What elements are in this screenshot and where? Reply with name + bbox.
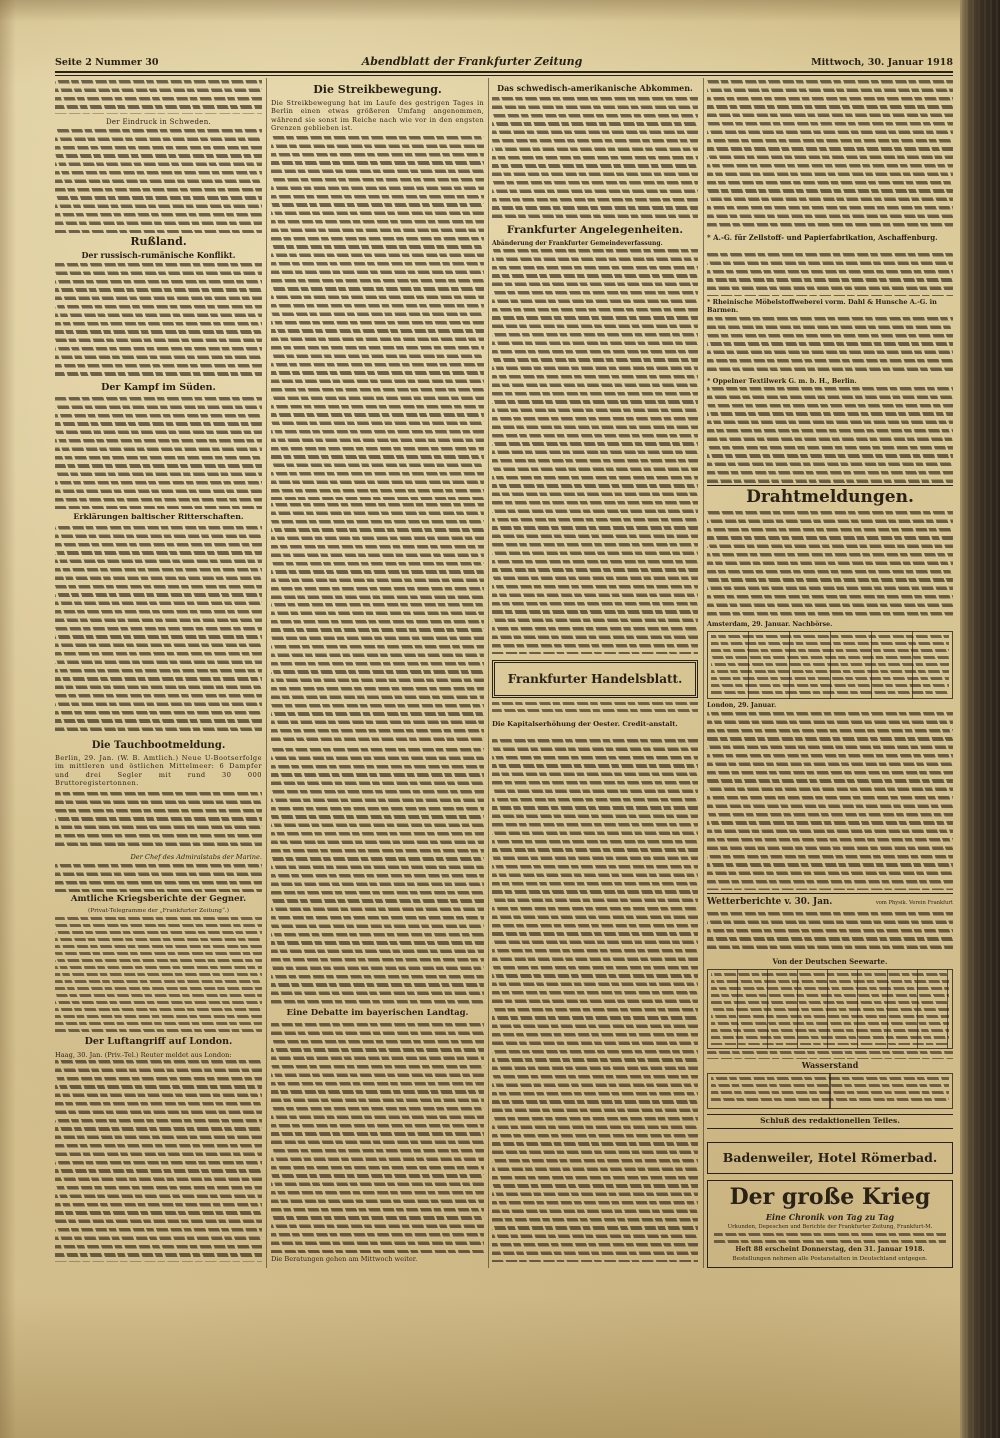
headline-wire-reports: Drahtmeldungen. bbox=[746, 487, 914, 507]
subheadline-sweden: Der Eindruck in Schweden. bbox=[105, 118, 212, 126]
text-lines bbox=[55, 792, 262, 851]
text-lines bbox=[271, 503, 484, 600]
market-amsterdam: Amsterdam, 29. Januar. Nachbörse. bbox=[707, 621, 833, 628]
column-rule bbox=[703, 78, 704, 1268]
headline-strike: Die Streikbewegung. bbox=[313, 83, 442, 96]
text-lines bbox=[55, 526, 262, 736]
headline-weather: Wetterberichte v. 30. Jan. bbox=[707, 897, 833, 907]
signature-admiralty: Der Chef des Admiralstabs der Marine. bbox=[130, 853, 262, 861]
text-lines bbox=[492, 702, 698, 716]
headline-water-level: Wasserstand bbox=[801, 1060, 859, 1070]
subheadline-enemy-reports: (Privat-Telegramme der „Frankfurter Zeitung“.) bbox=[87, 908, 230, 914]
article-strike-lead: Die Streikbewegung hat im Laufe des gestrigen Tages in Berlin einen etwas größeren Umfang angenommen, während sie sonst im Reiche nach wie vor in den engsten Grenzen geblieben ist. bbox=[271, 99, 484, 133]
text-lines bbox=[55, 864, 262, 892]
paper-left-edge bbox=[0, 0, 16, 1438]
text-lines bbox=[55, 129, 262, 233]
headline-russia: Rußland. bbox=[130, 235, 187, 248]
weather-source: vom Physik. Verein Frankfurt bbox=[875, 900, 953, 906]
text-lines bbox=[271, 748, 484, 1005]
article-london-dateline: Haag, 30. Jan. (Priv.-Tel.) Reuter meldet aus London: bbox=[55, 1051, 232, 1059]
headline-oppeln: * Oppelner Textilwerk G. m. b. H., Berlin. bbox=[707, 377, 857, 385]
text-lines bbox=[707, 1051, 953, 1059]
column-4 bbox=[707, 0, 953, 1438]
headline-zellstoff: * A.-G. für Zellstoff- und Papierfabrikation, Aschaffenburg. bbox=[707, 233, 938, 242]
page-number: Seite 2 Nummer 30 bbox=[55, 57, 159, 68]
ad-issue-notice: Heft 88 erscheint Donnerstag, den 31. Januar 1918. bbox=[735, 1245, 925, 1253]
column-2 bbox=[271, 0, 484, 1438]
article-uboat: Berlin, 29. Jan. (W. B. Amtlich.) Neue U-Bootserfolge im mittleren und östlichen Mittelmeer: 6 Dampfer und drei Segler mit rund 30 000 Bruttoregistertonnen. bbox=[55, 754, 262, 788]
headline-bavarian-debate: Eine Debatte im bayerischen Landtag. bbox=[286, 1008, 469, 1018]
text-lines bbox=[707, 317, 953, 375]
subheadline-russia-romania: Der russisch-rumänische Konflikt. bbox=[81, 250, 236, 260]
table-weather bbox=[707, 969, 953, 1049]
issue-date: Mittwoch, 30. Januar 1918 bbox=[811, 57, 953, 68]
ad-der-grosse-krieg bbox=[707, 1180, 953, 1268]
table-rows bbox=[711, 635, 949, 695]
headline-enemy-reports: Amtliche Kriegsberichte der Gegner. bbox=[70, 894, 247, 904]
section-rule bbox=[707, 893, 953, 894]
text-lines bbox=[714, 1233, 946, 1243]
text-lines bbox=[707, 712, 953, 890]
text-lines bbox=[55, 397, 262, 509]
text-lines bbox=[707, 511, 953, 619]
headline-south: Der Kampf im Süden. bbox=[101, 382, 216, 393]
market-london: London, 29. Januar. bbox=[707, 702, 777, 709]
binding-edge bbox=[960, 0, 1000, 1438]
ad-title: Der große Krieg bbox=[729, 1184, 931, 1210]
subheadline-constitution: Abänderung der Frankfurter Gemeindeverfassung. bbox=[492, 240, 663, 247]
section-rule bbox=[707, 485, 953, 486]
weather-seewarte: Von der Deutschen Seewarte. bbox=[772, 957, 888, 966]
ad-order-notice: Bestellungen nehmen alle Postanstalten in Deutschland entgegen. bbox=[732, 1256, 928, 1262]
text-lines bbox=[492, 97, 698, 220]
masthead: Abendblatt der Frankfurter Zeitung bbox=[361, 55, 583, 68]
table-amsterdam bbox=[707, 631, 953, 699]
headline-frankfurt-affairs: Frankfurter Angelegenheiten. bbox=[506, 224, 684, 236]
headline-baltic: Erklärungen baltischer Ritterschaften. bbox=[73, 512, 244, 521]
text-lines bbox=[271, 603, 484, 745]
headline-moebelstoff: * Rheinische Möbelstoffweberei vorm. Dahl & Hunsche A.-G. in Barmen. bbox=[707, 298, 937, 315]
ad-subtitle: Eine Chronik von Tag zu Tag bbox=[765, 1212, 895, 1222]
text-lines bbox=[707, 80, 953, 230]
end-of-editorial: Schluß des redaktionellen Teiles. bbox=[707, 1114, 953, 1129]
ad-badenweiler: Badenweiler, Hotel Römerbad. bbox=[707, 1142, 953, 1174]
article-bavaria-end: Die Beratungen gehen am Mittwoch weiter. bbox=[271, 1255, 418, 1263]
text-lines bbox=[271, 136, 484, 500]
headline-uboat: Die Tauchbootmeldung. bbox=[91, 740, 226, 751]
column-3 bbox=[492, 0, 698, 1438]
text-lines bbox=[55, 1060, 262, 1262]
text-lines bbox=[271, 1023, 484, 1253]
table-rows bbox=[711, 1077, 949, 1105]
headline-london-air-raid: Der Luftangriff auf London. bbox=[84, 1036, 233, 1047]
text-lines bbox=[492, 249, 698, 654]
headline-sweden-usa: Das schwedisch-amerikanische Abkommen. bbox=[497, 83, 693, 93]
text-lines bbox=[55, 263, 262, 380]
text-lines bbox=[707, 912, 953, 954]
weather-header bbox=[707, 897, 953, 910]
column-rule bbox=[266, 78, 267, 1268]
ad-description: Urkunden, Depeschen und Berichte der Frankfurter Zeitung, Frankfurt-M. bbox=[727, 1224, 933, 1230]
text-lines bbox=[492, 739, 698, 1262]
section-banner-trade: Frankfurter Handelsblatt. bbox=[492, 660, 698, 698]
table-water-level bbox=[707, 1073, 953, 1109]
text-lines bbox=[55, 917, 262, 1033]
table-rows bbox=[711, 973, 949, 1045]
text-lines bbox=[55, 80, 262, 114]
headline-credit-anstalt: Die Kapitalserhöhung der Oester. Credit-anstalt. bbox=[492, 720, 678, 728]
text-lines bbox=[707, 387, 953, 483]
column-rule bbox=[488, 78, 489, 1268]
column-1 bbox=[55, 0, 262, 1438]
text-lines bbox=[707, 253, 953, 296]
